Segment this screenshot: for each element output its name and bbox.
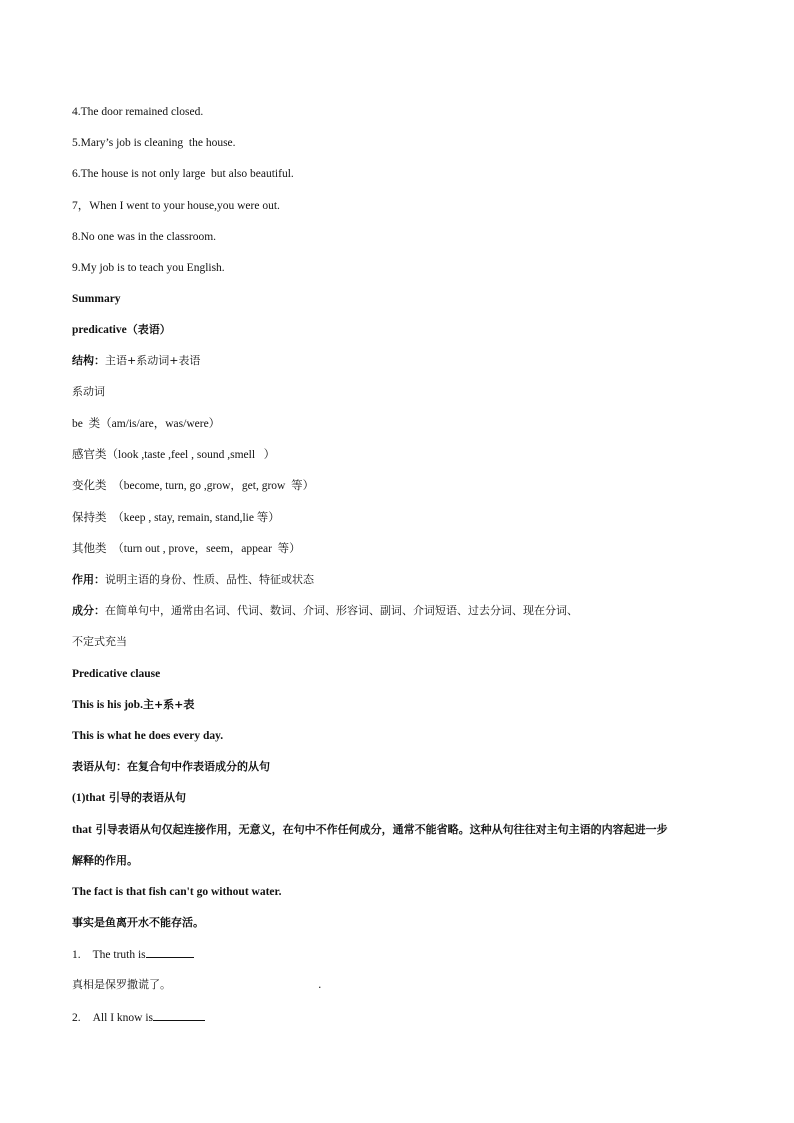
predicative-title-cn: （表语） — [126, 323, 171, 336]
that-word: that — [72, 824, 92, 836]
example-line: 8.No one was in the classroom. — [72, 231, 217, 243]
predicative-title-en: predicative — [72, 324, 127, 336]
example-line: 7，When I went to your house,you were out. — [72, 200, 280, 212]
that-subheading-text: 引导的表语从句 — [105, 791, 187, 804]
function-label: 作用： — [72, 573, 105, 586]
exercise-item — [72, 947, 194, 962]
example-line: 5.Mary’s job is cleaning the house. — [72, 137, 236, 149]
clause-example-3: The fact is that fish can't go without water. — [72, 886, 282, 898]
exercise-translation-line — [72, 978, 322, 992]
answer-blank[interactable] — [146, 947, 194, 958]
that-description — [72, 823, 668, 837]
that-description-cont: 解释的作用。 — [72, 854, 138, 867]
that-description-text: 引导表语从句仅起连接作用，无意义，在句中不作任何成分，通常不能省略。这种从句往往对主句主语的内容起进一步 — [91, 823, 668, 836]
structure-line — [72, 354, 200, 368]
exercise-item — [72, 1010, 205, 1025]
verb-class-change: 变化类 （become, turn, go ,grow，get, grow 等） — [72, 480, 315, 492]
clause-example-1-en: This is his job. — [72, 699, 143, 711]
composition-line — [72, 604, 578, 618]
example-line: 9.My job is to teach you English. — [72, 262, 225, 274]
linking-verbs-title: 系动词 — [72, 385, 105, 398]
clause-example-2: This is what he does every day. — [72, 730, 224, 742]
that-subheading-num: (1)that — [72, 792, 106, 804]
verb-class-be: be 类（am/is/are，was/were） — [72, 418, 221, 430]
example-line: 6.The house is not only large but also beautiful. — [72, 168, 294, 180]
composition-line-cont: 不定式充当 — [72, 635, 127, 648]
verb-class-other: 其他类 （turn out , prove，seem，appear 等） — [72, 543, 301, 555]
exercise-text: The truth is — [92, 949, 146, 961]
answer-blank[interactable] — [153, 1010, 205, 1021]
that-subheading — [72, 791, 186, 805]
summary-heading: Summary — [72, 293, 121, 305]
verb-class-sense: 感官类（look ,taste ,feel , sound ,smell ） — [72, 449, 276, 461]
clause-heading: Predicative clause — [72, 668, 161, 680]
composition-label: 成分： — [72, 604, 105, 617]
example-line: 4.The door remained closed. — [72, 106, 204, 118]
exercise-trailing-period: . — [318, 978, 322, 991]
structure-text: 主语+系动词+表语 — [105, 354, 201, 367]
predicative-title — [72, 323, 171, 337]
exercise-text: All I know is — [92, 1012, 153, 1024]
exercise-number: 1. — [72, 949, 81, 961]
clause-example-1 — [72, 698, 194, 712]
function-line — [72, 573, 314, 587]
clause-definition: 表语从句：在复合句中作表语成分的从句 — [72, 760, 270, 773]
verb-class-keep: 保持类 （keep , stay, remain, stand,lie 等） — [72, 512, 280, 524]
exercise-translation: 真相是保罗撒谎了。 — [72, 978, 171, 991]
clause-example-3-translation: 事实是鱼离开水不能存活。 — [72, 916, 204, 929]
composition-text: 在简单句中，通常由名词、代词、数词、介词、形容词、副词、介词短语、过去分词、现在分词、 — [105, 604, 578, 617]
structure-label: 结构： — [72, 354, 105, 367]
function-text: 说明主语的身份、性质、品性、特征或状态 — [105, 573, 314, 586]
exercise-number: 2. — [72, 1012, 81, 1024]
clause-example-1-cn: 主+系+表 — [142, 698, 195, 711]
